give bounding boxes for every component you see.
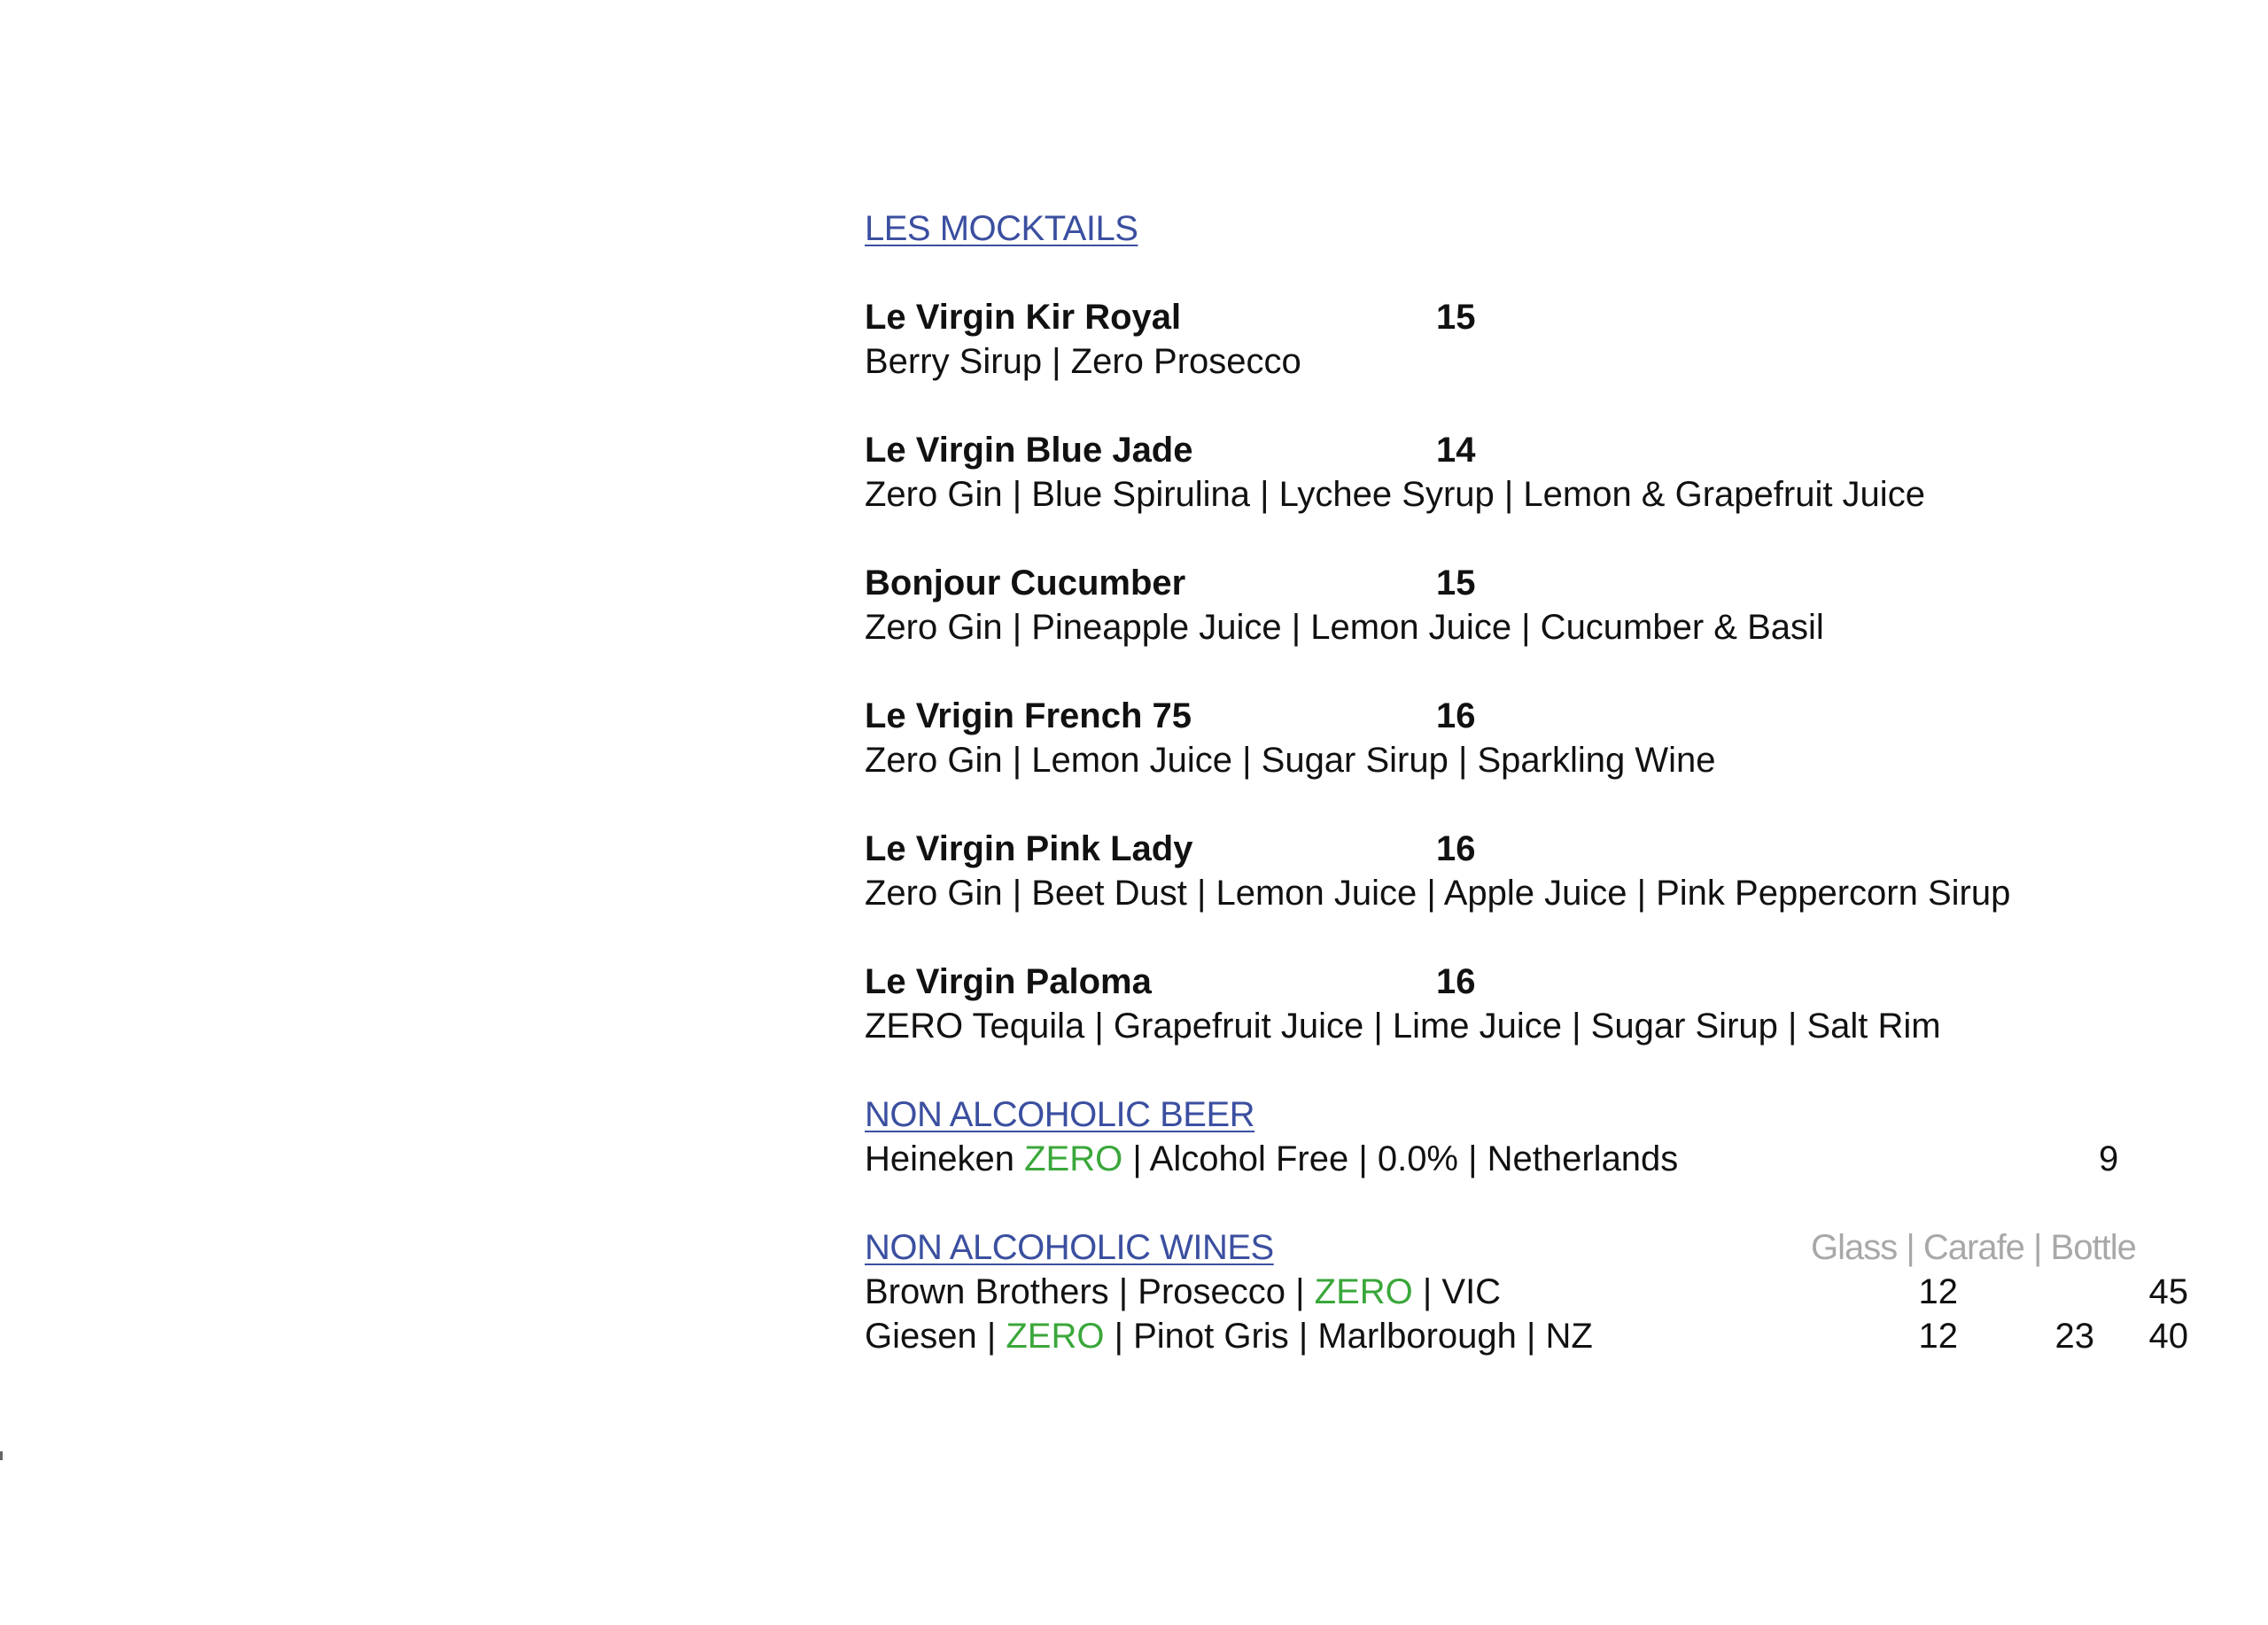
mocktail-description: Zero Gin | Beet Dust | Lemon Juice | Apple Juice | Pink Peppercorn Sirup [865, 874, 2011, 913]
mocktail-name: Le Virgin Paloma [865, 962, 1152, 1001]
wine-carafe-price: 23 [2054, 1317, 2094, 1356]
wine-region: | Pinot Gris | Marlborough | NZ [1104, 1317, 1593, 1356]
mocktail-name: Le Virgin Kir Royal [865, 298, 1182, 337]
mocktail-price: 14 [1436, 431, 1476, 470]
mocktail-name: Le Vrigin French 75 [865, 696, 1192, 735]
wine-description [865, 1272, 1501, 1312]
mocktail-name: Bonjour Cucumber [865, 564, 1186, 603]
mocktails-title: LES MOCKTAILS [865, 209, 1138, 248]
beer-description [865, 1139, 1678, 1179]
zero-highlight: ZERO [1006, 1317, 1105, 1356]
wine-description [865, 1317, 1593, 1357]
mocktail-price: 16 [1436, 829, 1476, 868]
beer-details: | Alcohol Free | 0.0% | Netherlands [1122, 1139, 1679, 1178]
wine-producer: Brown Brothers | Prosecco | [865, 1272, 1315, 1311]
mocktail-description: Zero Gin | Blue Spirulina | Lychee Syrup | Lemon & Grapefruit Juice [865, 475, 1925, 514]
wine-glass-price: 12 [1918, 1317, 1958, 1356]
mocktail-description: Berry Sirup | Zero Prosecco [865, 342, 1301, 381]
wine-glass-price: 12 [1918, 1272, 1958, 1311]
mocktail-name: Le Virgin Blue Jade [865, 431, 1193, 470]
zero-highlight: ZERO [1024, 1139, 1123, 1178]
zero-highlight: ZERO [1314, 1272, 1413, 1311]
mocktail-name: Le Virgin Pink Lady [865, 829, 1193, 868]
mocktail-description: Zero Gin | Lemon Juice | Sugar Sirup | Sparkling Wine [865, 741, 1716, 780]
beer-price: 9 [2099, 1139, 2119, 1178]
wine-columns-header: Glass | Carafe | Bottle [1811, 1228, 2136, 1267]
wine-bottle-price: 40 [2148, 1317, 2188, 1356]
mocktail-price: 16 [1436, 696, 1476, 735]
mocktail-price: 16 [1436, 962, 1476, 1001]
wine-region: | VIC [1412, 1272, 1502, 1311]
page-edge-mark [0, 1451, 3, 1460]
wines-title: NON ALCOHOLIC WINES [865, 1228, 1274, 1267]
beer-brand: Heineken [865, 1139, 1025, 1178]
mocktail-price: 15 [1436, 298, 1476, 337]
wine-producer: Giesen | [865, 1317, 1006, 1356]
mocktail-description: ZERO Tequila | Grapefruit Juice | Lime Juice | Sugar Sirup | Salt Rim [865, 1007, 1941, 1046]
beer-title: NON ALCOHOLIC BEER [865, 1095, 1255, 1134]
mocktail-price: 15 [1436, 564, 1476, 603]
wine-bottle-price: 45 [2148, 1272, 2188, 1311]
mocktail-description: Zero Gin | Pineapple Juice | Lemon Juice | Cucumber & Basil [865, 608, 1824, 647]
